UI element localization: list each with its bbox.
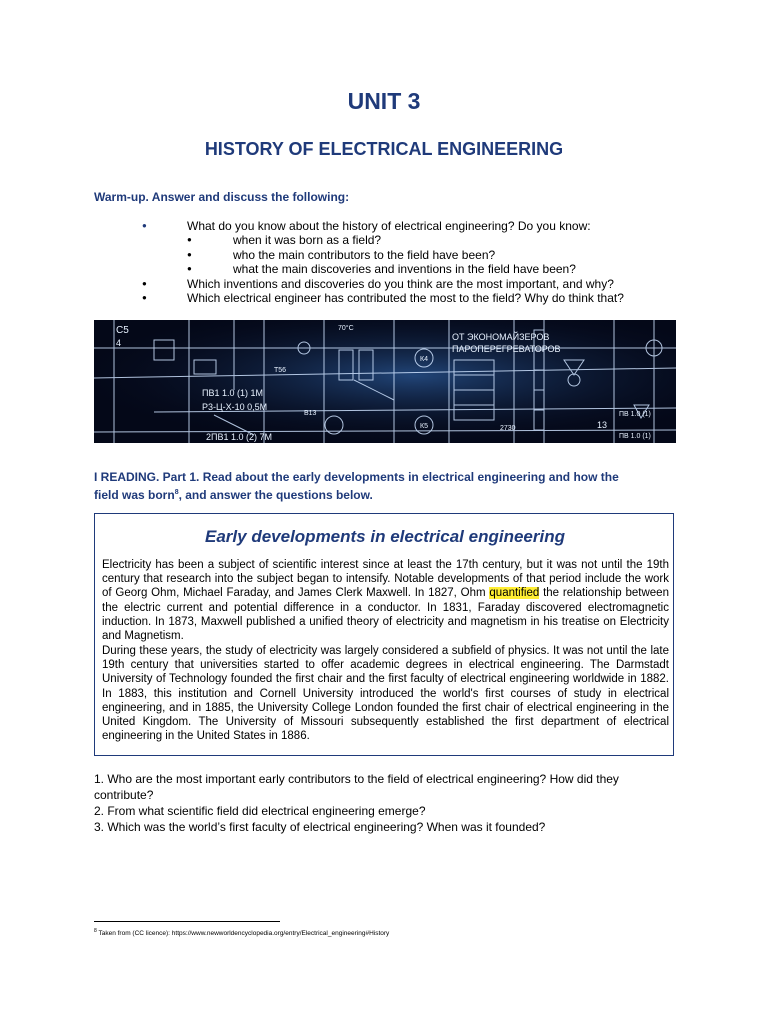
page-title: HISTORY OF ELECTRICAL ENGINEERING <box>204 139 564 159</box>
banner-label: ПАРОПЕРЕГРЕВАТОРОВ <box>452 344 561 354</box>
banner-label: ПВ 1.0 (1) <box>619 411 651 418</box>
bullet-icon: ● <box>142 292 147 302</box>
bullet-icon: ● <box>187 264 192 274</box>
bullet-icon: ● <box>187 235 192 245</box>
reading-paragraph-1: Electricity has been a subject of scientific interest since at least the 17th century, but it was not until the 19th century that research into the subject began to intensify. Notable developments of that period include the work of Georg Ohm, Michael Faraday, and James Clerk Maxwell. In 1827, Ohm quantified the relationship between the electric current and potential difference in a conductor. In 1831, Faraday discovered electromagnetic induction. In 1873, Maxwell published a unified theory of electricity and magnetism in his treatise on Electricity and Magnetism. <box>102 559 669 643</box>
list-item: ● when it was born as a field? <box>187 233 382 248</box>
footnote: $^8$ Taken from (CC licence): https://www.newworldencyclopedia.org/entry/Electrical_engineering#History <box>94 928 390 938</box>
banner-label: ПВ 1.0 (1) <box>619 433 651 440</box>
banner-label: Р3-Ц-Х-10 0,5М <box>202 402 268 412</box>
banner-label: ОТ ЭКОНОМАЙЗЕРОВ <box>452 332 550 342</box>
warmup-list <box>94 219 694 305</box>
question-3: 3. Which was the world’s first faculty of electrical engineering? When was it founded? <box>94 820 546 834</box>
reading-instructions: I READING. Part 1. Read about the early developments in electrical engineering and how the field was born$^8$, and answer the questions below. <box>94 470 619 502</box>
question-1: 1. Who are the most important early contributors to the field of electrical engineering? How did they contribute? <box>94 772 619 802</box>
reading-title: Early developments in electrical engineering <box>205 527 565 546</box>
banner-label: К4 <box>420 356 428 363</box>
banner-label: В13 <box>304 410 317 417</box>
unit-title: UNIT 3 <box>347 88 421 114</box>
list-item: ● Which inventions and discoveries do you think are the most important, and why? <box>142 276 614 291</box>
list-item: ● who the main contributors to the field have been? <box>187 247 496 262</box>
banner-label: 13 <box>597 420 608 430</box>
banner-label: К5 <box>420 423 428 430</box>
highlighted-word: quantified <box>489 587 540 600</box>
list-item: ● What do you know about the history of electrical engineering? Do you know: <box>142 219 591 233</box>
warmup-heading: Warm-up. Answer and discuss the following: <box>94 190 350 204</box>
banner-label: ПВ1 1.0 (1) 1М <box>202 388 263 398</box>
footnote-ref: 8 <box>174 489 179 496</box>
banner-label: 2730 <box>500 425 516 432</box>
list-item: ● Which electrical engineer has contributed the most to the field? Why do think that? <box>142 290 624 305</box>
banner-label: Т56 <box>274 367 287 374</box>
banner-label: 70°С <box>338 325 354 332</box>
banner-label: 2ПВ1 1.0 (2) 7М <box>206 432 272 442</box>
list-item: ● what the main discoveries and inventions in the field have been? <box>187 262 576 277</box>
bullet-icon: ● <box>187 249 192 259</box>
banner-label: 4 <box>116 338 122 348</box>
circuit-diagram-image <box>94 320 676 443</box>
reading-paragraph-2: During these years, the study of electricity was largely considered a subfield of physics. It was not until the late 19th century that universities started to offer academic degrees in electrical engineering. The Darmstadt University of Technology founded the first chair and the first faculty of electrical engineering worldwide in 1882. In 1883, this institution and Cornell University introduced the world's first courses of study in electrical engineering, and in 1885, the University College London founded the first chair of electrical engineering in the United Kingdom. The University of Missouri subsequently established the first department of electrical engineering in the United States in 1886. <box>102 645 669 743</box>
banner-label: C5 <box>116 325 129 336</box>
bullet-icon: ● <box>142 221 147 230</box>
bullet-icon: ● <box>142 278 147 288</box>
question-2: 2. From what scientific field did electrical engineering emerge? <box>94 804 426 818</box>
footnote-divider <box>94 921 280 922</box>
